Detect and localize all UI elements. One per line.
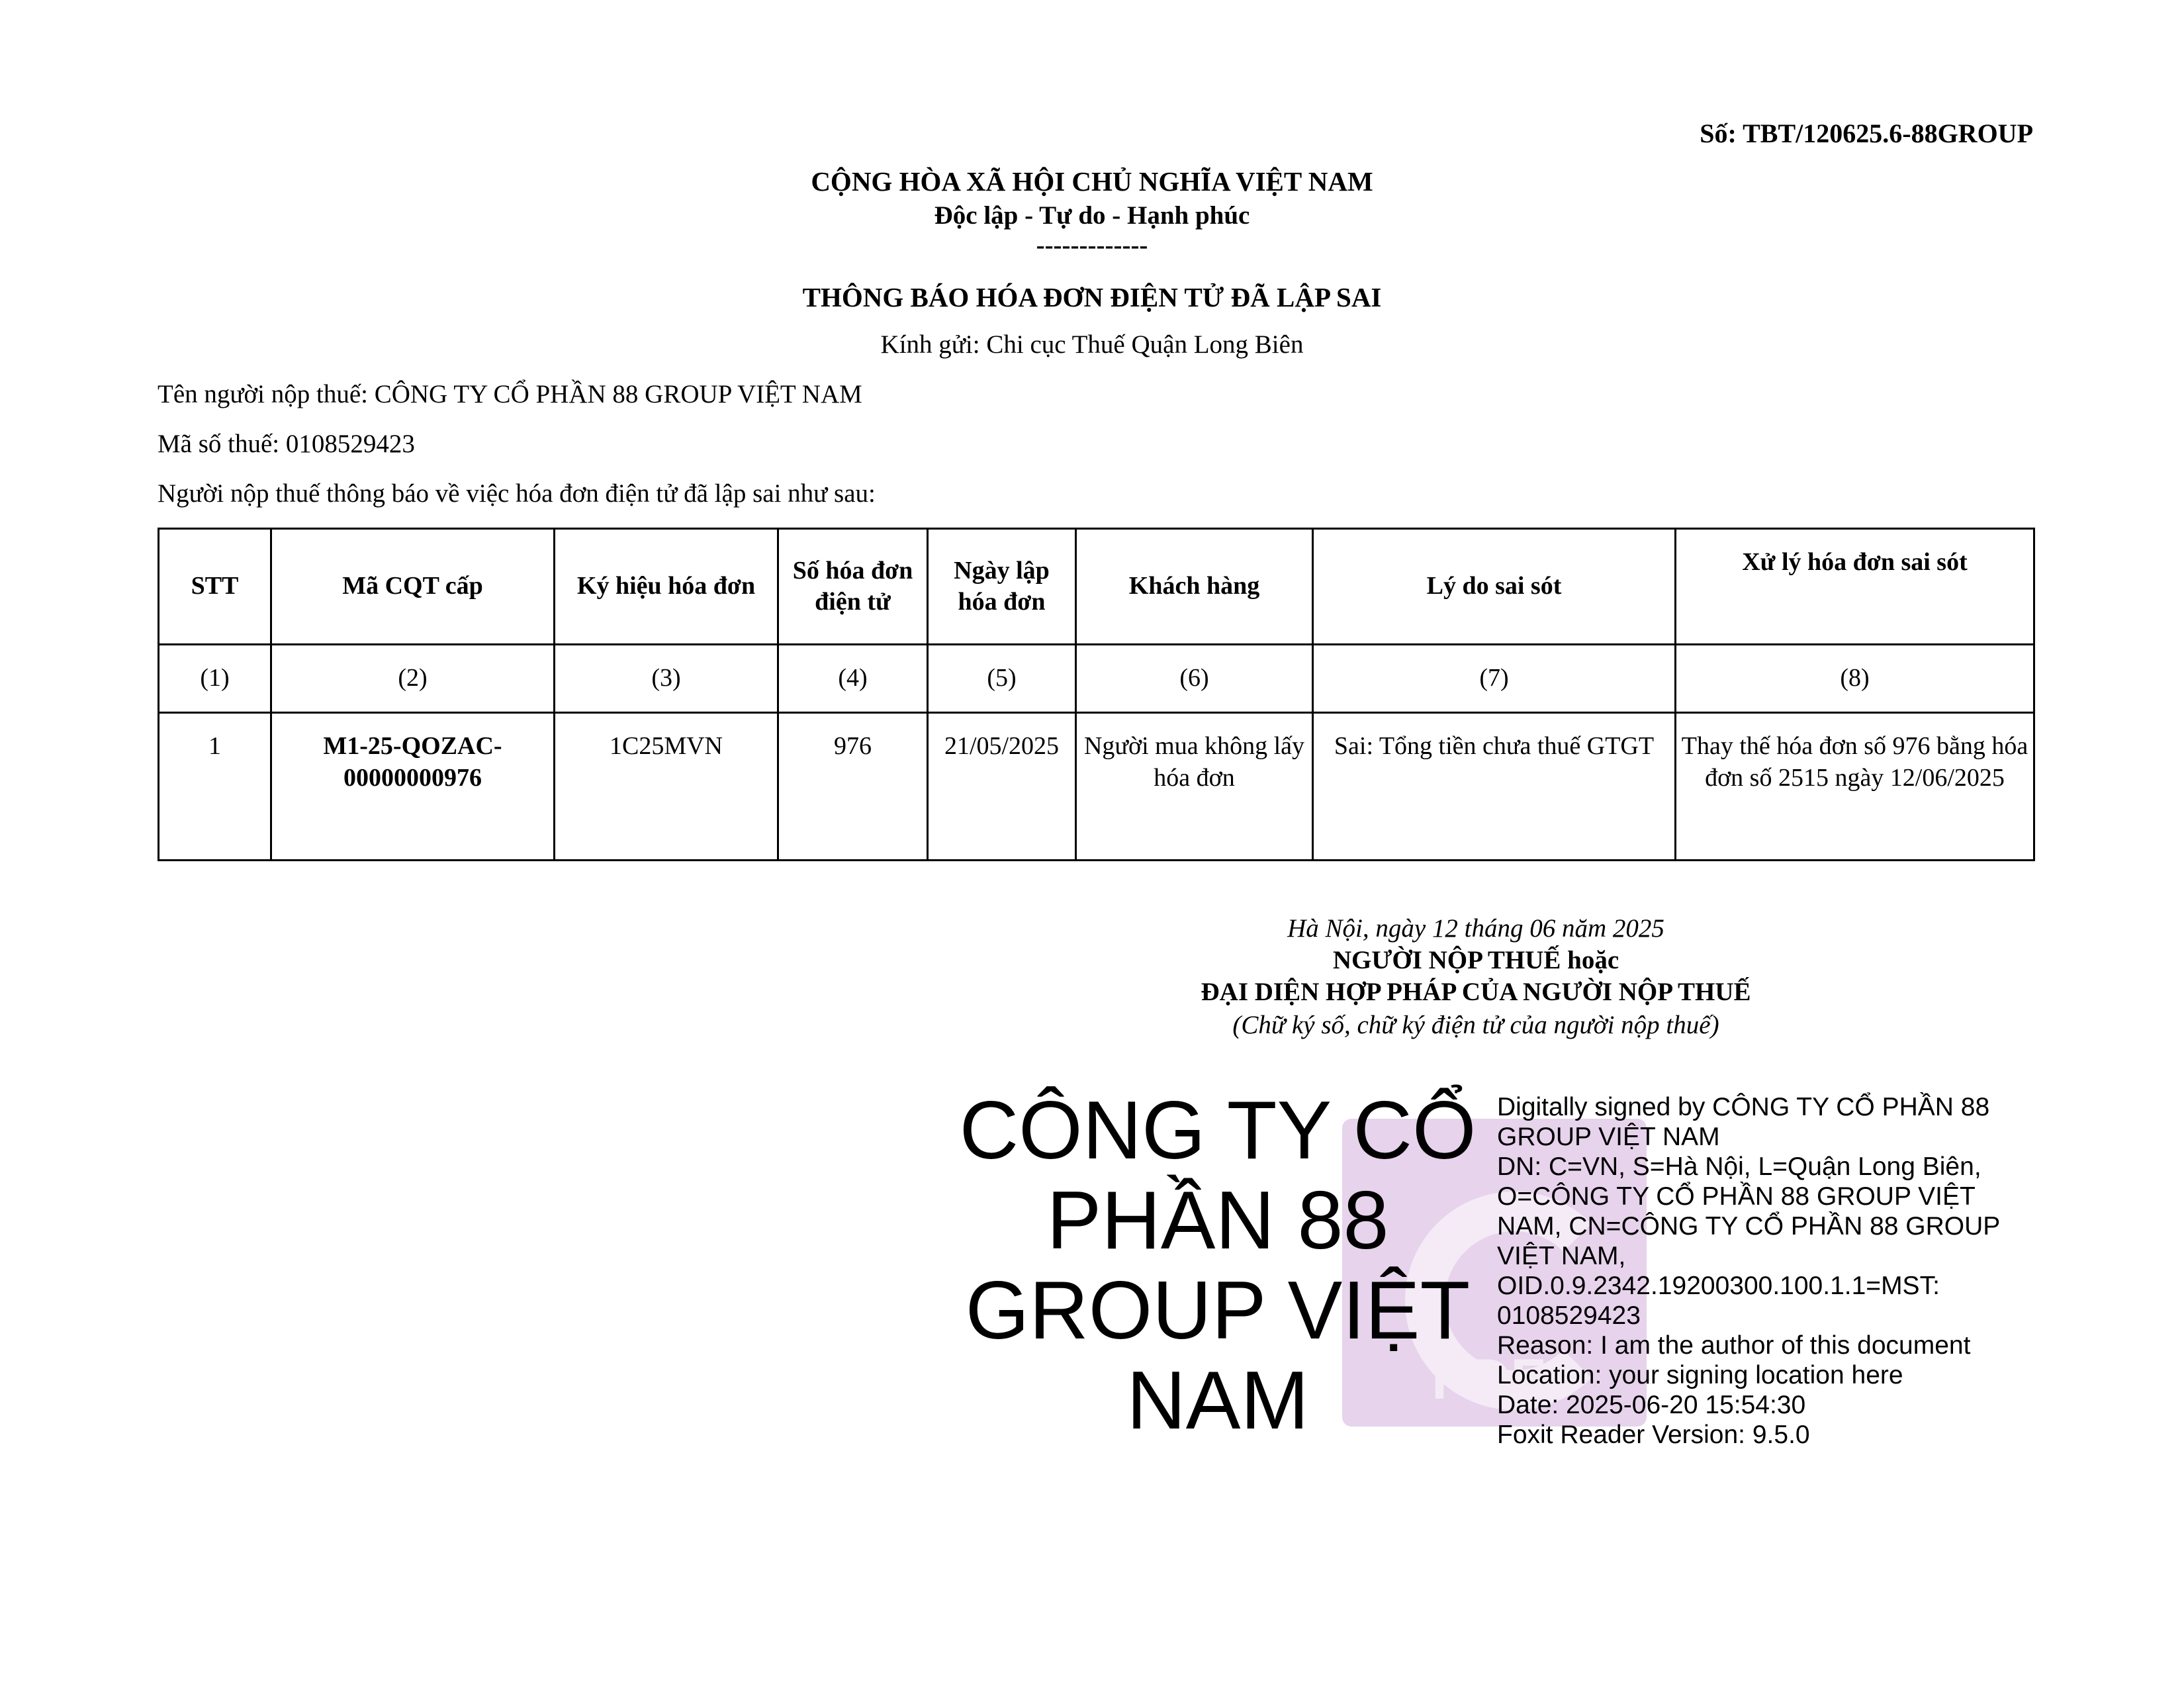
column-number: (8) (1676, 645, 2034, 713)
column-number: (1) (159, 645, 271, 713)
cell-ky-hieu: 1C25MVN (555, 713, 778, 861)
watermark-text: PDF (1432, 1348, 1545, 1411)
national-motto: Độc lập - Tự do - Hạnh phúc (934, 201, 1250, 230)
column-number-row (159, 645, 2034, 713)
signature-place-date: Hà Nội, ngày 12 tháng 06 năm 2025 (1287, 914, 1664, 943)
ma-cqt-part2: 00000000976 (343, 763, 482, 792)
cell-khach-hang: Người mua không lấy hóa đơn (1076, 713, 1313, 861)
column-number: (6) (1076, 645, 1313, 713)
column-number: (4) (778, 645, 928, 713)
header-ky-hieu: Ký hiệu hóa đơn (555, 529, 778, 645)
document-serial-number: Số: TBT/120625.6-88GROUP (1700, 118, 2033, 148)
signature-detail-line: O=CÔNG TY CỔ PHẦN 88 GROUP VIỆT (1497, 1182, 1976, 1211)
invoice-error-table (158, 528, 2035, 861)
document-title: THÔNG BÁO HÓA ĐƠN ĐIỆN TỬ ĐÃ LẬP SAI (802, 282, 1382, 312)
cell-stt: 1 (159, 713, 271, 861)
signature-detail-line: Location: your signing location here (1497, 1361, 1903, 1389)
column-number: (5) (928, 645, 1076, 713)
taxpayer-name-line: Tên người nộp thuế: CÔNG TY CỔ PHẦN 88 GROUP VIỆT NAM (158, 380, 862, 408)
digital-signature-details (1497, 1092, 2046, 1450)
header-khach-hang: Khách hàng (1076, 529, 1313, 645)
signature-role-line2: ĐẠI DIỆN HỢP PHÁP CỦA NGƯỜI NỘP THUẾ (1201, 978, 1751, 1006)
header-stt: STT (159, 529, 271, 645)
column-number: (7) (1313, 645, 1676, 713)
signature-detail-line: OID.0.9.2342.19200300.100.1.1=MST: (1497, 1272, 1940, 1300)
intro-line: Người nộp thuế thông báo về việc hóa đơn điện tử đã lập sai như sau: (158, 479, 876, 508)
cell-ma-cqt (271, 713, 555, 861)
ma-cqt-part1: M1-25-QOZAC- (323, 732, 502, 760)
header-ly-do: Lý do sai sót (1313, 529, 1676, 645)
national-title: CỘNG HÒA XÃ HỘI CHỦ NGHĨA VIỆT NAM (811, 166, 1373, 197)
cell-xu-ly: Thay thế hóa đơn số 976 bằng hóa đơn số 2515 ngày 12/06/2025 (1676, 713, 2034, 861)
cell-ngay-lap: 21/05/2025 (928, 713, 1076, 861)
signature-role-line1: NGƯỜI NỘP THUẾ hoặc (1332, 946, 1619, 974)
table-header-row (159, 529, 2034, 645)
column-number: (2) (271, 645, 555, 713)
signature-detail-line: DN: C=VN, S=Hà Nội, L=Quận Long Biên, (1497, 1152, 1981, 1181)
signature-detail-line: Digitally signed by CÔNG TY CỔ PHẦN 88 (1497, 1093, 1990, 1121)
signature-detail-line: Reason: I am the author of this document (1497, 1331, 1971, 1360)
signature-detail-line: NAM, CN=CÔNG TY CỔ PHẦN 88 GROUP (1497, 1212, 2001, 1241)
header-ngay-lap: Ngày lập hóa đơn (928, 529, 1076, 645)
header-xu-ly: Xử lý hóa đơn sai sót (1676, 529, 2034, 645)
table-row (159, 713, 2034, 861)
column-number: (3) (555, 645, 778, 713)
signature-detail-line: Foxit Reader Version: 9.5.0 (1497, 1421, 1810, 1449)
header-so-hoa-don: Số hóa đơn điện tử (778, 529, 928, 645)
cell-so-hoa-don: 976 (778, 713, 928, 861)
signature-detail-line: VIỆT NAM, (1497, 1242, 1626, 1270)
cell-ly-do: Sai: Tổng tiền chưa thuế GTGT (1313, 713, 1676, 861)
signature-detail-line: 0108529423 (1497, 1301, 1641, 1330)
signature-detail-line: GROUP VIỆT NAM (1497, 1123, 1720, 1151)
signature-note: (Chữ ký số, chữ ký điện tử của người nộp thuế) (1232, 1011, 1719, 1039)
motto-separator: ------------- (1036, 231, 1148, 259)
signature-detail-line: Date: 2025-06-20 15:54:30 (1497, 1391, 1806, 1419)
signature-company-name: CÔNG TY CỔ PHẦN 88 GROUP VIỆT NAM (959, 1085, 1477, 1446)
header-ma-cqt: Mã CQT cấp (271, 529, 555, 645)
recipient-line: Kính gửi: Chi cục Thuế Quận Long Biên (880, 330, 1304, 359)
tax-code-line: Mã số thuế: 0108529423 (158, 430, 415, 458)
